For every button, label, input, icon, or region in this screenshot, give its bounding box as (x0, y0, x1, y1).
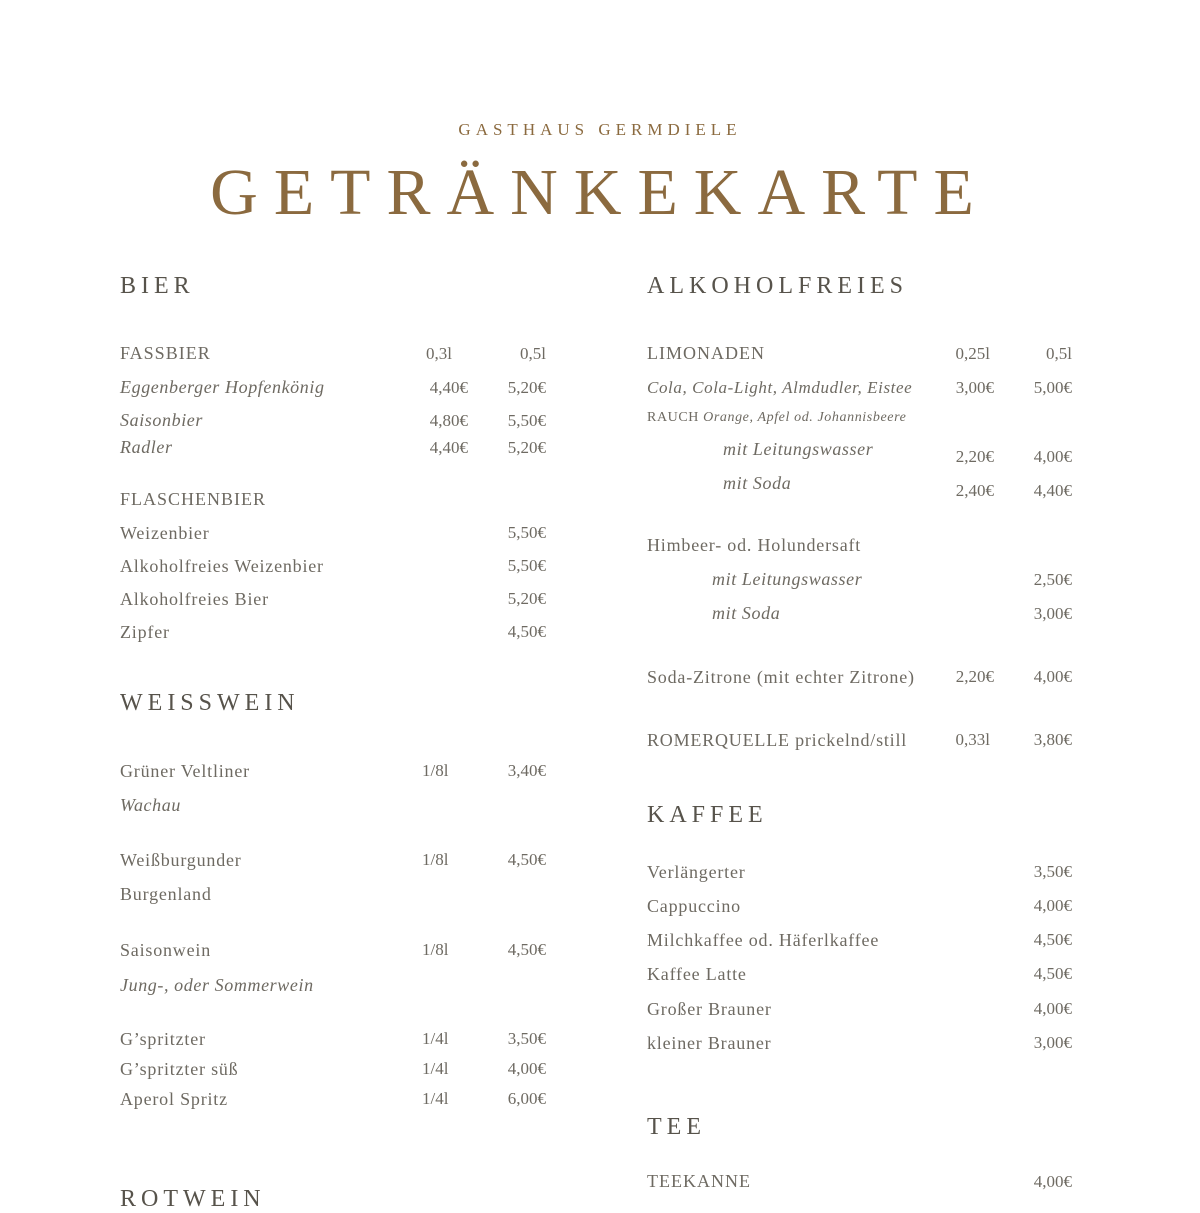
price: 4,00€ (1033, 999, 1072, 1018)
price: 5,50€ (507, 556, 546, 575)
price: 3,80€ (1033, 730, 1072, 749)
price-large: 5,20€ (507, 438, 546, 457)
price: 4,00€ (1033, 896, 1072, 915)
wine-origin: Burgenland (120, 884, 212, 904)
price: 3,50€ (507, 1029, 546, 1048)
price: 5,50€ (507, 523, 546, 542)
price: 4,50€ (1033, 930, 1072, 949)
list-item-name: Saisonbier (120, 410, 204, 430)
list-item-name: Alkoholfreies Bier (120, 589, 269, 609)
price: 4,50€ (507, 940, 546, 959)
himbeer-label: Himbeer- od. Holundersaft (647, 535, 862, 555)
price: 3,00€ (1033, 1033, 1072, 1052)
list-item-name: Saisonwein (120, 940, 211, 960)
price: 3,00€ (1033, 604, 1072, 623)
list-item-name: Weizenbier (120, 523, 210, 543)
size: 0,33l (955, 730, 990, 749)
list-item-name: mit Soda (712, 603, 781, 623)
list-item-name: Cola, Cola-Light, Almdudler, Eistee (647, 378, 913, 397)
price-small: 4,40€ (429, 378, 468, 397)
flaschenbier-label: FLASCHENBIER (120, 489, 267, 509)
section-heading-kaffee: KAFFEE (647, 802, 768, 828)
list-item-name: ROMERQUELLE prickelnd/still (647, 730, 908, 750)
list-item-name: Eggenberger Hopfenkönig (120, 377, 325, 397)
section-heading-tee: TEE (647, 1114, 706, 1140)
price: 4,50€ (507, 622, 546, 641)
price-small: 3,00€ (955, 378, 994, 397)
list-item-name: G’spritzter (120, 1029, 206, 1049)
list-item-name: Soda-Zitrone (mit echter Zitrone) (647, 667, 915, 687)
price-small: 4,80€ (429, 411, 468, 430)
list-item-name: Cappuccino (647, 896, 741, 916)
section-heading-weisswein: WEISSWEIN (120, 690, 300, 716)
list-item-name: Kaffee Latte (647, 964, 747, 984)
price-small: 2,40€ (955, 481, 994, 500)
price: 6,00€ (507, 1089, 546, 1108)
list-item-name: Weißburgunder (120, 850, 242, 870)
list-item-name: G’spritzter süß (120, 1059, 239, 1079)
size: 1/8l (422, 850, 449, 869)
list-item-name: Radler (120, 437, 173, 457)
rauch-flavors: Orange, Apfel od. Johannisbeere (703, 410, 907, 425)
price: 4,00€ (1033, 1172, 1072, 1191)
price: 2,50€ (1033, 570, 1072, 589)
price-large: 5,50€ (507, 411, 546, 430)
list-item-name: Verlängerter (647, 862, 746, 882)
list-item-name: Zipfer (120, 622, 170, 642)
price-large: 4,40€ (1033, 481, 1072, 500)
fassbier-size-large: 0,5l (520, 344, 546, 363)
price-large: 5,00€ (1033, 378, 1072, 397)
price-small: 2,20€ (955, 667, 994, 686)
list-item-name: Grüner Veltliner (120, 761, 250, 781)
fassbier-label: FASSBIER (120, 343, 211, 363)
section-heading-bier: BIER (120, 273, 195, 299)
list-item-name: kleiner Brauner (647, 1033, 772, 1053)
size: 1/4l (422, 1029, 449, 1048)
price: 5,20€ (507, 589, 546, 608)
limonaden-label: LIMONADEN (647, 343, 765, 363)
list-item-name: mit Leitungswasser (723, 439, 874, 459)
size: 1/8l (422, 761, 449, 780)
price-small: 4,40€ (429, 438, 468, 457)
list-item-name: TEEKANNE (647, 1171, 751, 1191)
rauch-brand: RAUCH (647, 410, 700, 425)
fassbier-size-small: 0,3l (426, 344, 452, 363)
size: 1/4l (422, 1089, 449, 1108)
size: 1/8l (422, 940, 449, 959)
limonaden-size-large: 0,5l (1046, 344, 1072, 363)
wine-description: Jung-, oder Sommerwein (120, 975, 314, 995)
price-small: 2,20€ (955, 447, 994, 466)
menu-title: GETRÄNKEKARTE (210, 156, 990, 229)
restaurant-name: GASTHAUS GERMDIELE (458, 120, 742, 139)
limonaden-size-small: 0,25l (955, 344, 990, 363)
price-large: 4,00€ (1033, 667, 1072, 686)
price: 3,50€ (1033, 862, 1072, 881)
list-item-name: Großer Brauner (647, 999, 772, 1019)
wine-origin: Wachau (120, 795, 181, 815)
section-heading-alkoholfreies: ALKOHOLFREIES (647, 273, 908, 299)
price-large: 5,20€ (507, 378, 546, 397)
price: 3,40€ (507, 761, 546, 780)
price-large: 4,00€ (1033, 447, 1072, 466)
price: 4,50€ (507, 850, 546, 869)
list-item-name: Alkoholfreies Weizenbier (120, 556, 324, 576)
list-item-name: mit Soda (723, 473, 792, 493)
section-heading-rotwein: ROTWEIN (120, 1186, 266, 1212)
rauch-line (647, 410, 906, 426)
price: 4,00€ (507, 1059, 546, 1078)
price: 4,50€ (1033, 964, 1072, 983)
list-item-name: Milchkaffee od. Häferlkaffee (647, 930, 880, 950)
list-item-name: Aperol Spritz (120, 1089, 228, 1109)
list-item-name: mit Leitungswasser (712, 569, 863, 589)
size: 1/4l (422, 1059, 449, 1078)
